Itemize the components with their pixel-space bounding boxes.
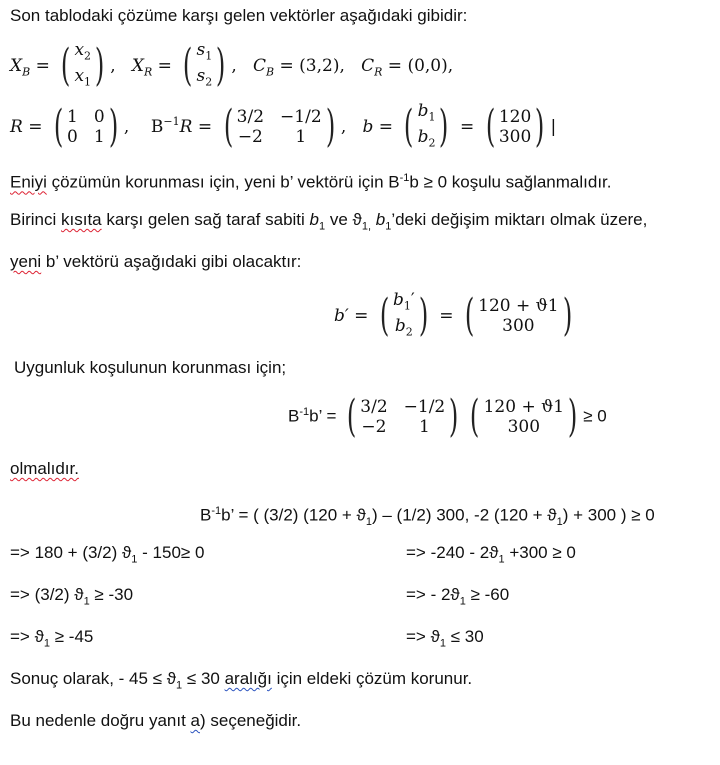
paragraph-2: Birinci kısıta karşı gelen sağ taraf sabiti $b_1$ ve $ϑ_{1,}$ $b_1’deki$ değişim miktarı olmak üzere,: [10, 210, 648, 233]
b-values-vector: ( 120 300 ): [485, 101, 545, 153]
conclusion: Sonuç olarak, - $45 \le ϑ_1 \le 30$ aralığı için eldeki çözüm korunur.: [10, 669, 473, 692]
paragraph-3: yeni b’ vektörü aşağıdaki gibi olacaktır:: [10, 252, 302, 271]
b-prime-values: ( 120 + ϑ1 300 ): [464, 290, 572, 342]
binv-r-matrix: ( 3/2 −2 −1/2 1 ): [223, 101, 335, 153]
right-step-2: => - $2ϑ_1 \ge -60$: [406, 585, 510, 608]
xb-vector: ( $x_2$ $x_1$ ): [61, 40, 105, 92]
vector-definitions-1: $X_B$ = ( $x_2$ $x_1$ ) , $X_R$ = ( $s_1$ $s_2$ ) , $C_B = (3,2)$, $C_R = (0,0)$,: [10, 40, 454, 92]
paragraph-4: Uygunluk koşulunun korunması için;: [14, 358, 287, 377]
left-step-2: => (3/2) $ϑ_1 \ge -30$: [10, 585, 134, 608]
b-prime-vector: ( $b_1'$ $b_2$ ): [379, 290, 429, 342]
equation-b-prime: b′ = ( $b_1'$ $b_2$ ) = ( 120 + ϑ1 300 ): [334, 290, 578, 343]
r-matrix: ( 1 0 0 1 ): [53, 101, 119, 153]
binv-matrix: ( 3/2 −2 −1/2 1 ): [346, 391, 459, 442]
b-prime-column: ( 120 + ϑ1 300 ): [470, 391, 578, 442]
equation-feasibility: $B^{-1}b$’ = ( 3/2 −2 −1/2 1 ) ( 120 + ϑ1 300 ) ≥ 0: [288, 391, 607, 442]
right-step-1: => $-240 - 2ϑ_1 +300 \ge 0$: [406, 543, 576, 566]
left-step-3: => $ϑ_1 \ge -45$: [10, 627, 94, 650]
right-step-3: => $ϑ_1 \le 30$: [406, 627, 484, 650]
b-vector: ( $b_1$ $b_2$ ): [404, 101, 449, 153]
xr-vector: ( $s_1$ $s_2$ ): [183, 40, 226, 92]
left-step-1: => 180 + (3/2) $ϑ_1 - 150\ge 0$: [10, 543, 205, 566]
paragraph-5: olmalıdır.: [10, 459, 79, 478]
intro-text: Son tablodaki çözüme karşı gelen vektörler aşağıdaki gibidir:: [10, 6, 468, 25]
final-answer: Bu nedenle doğru yanıt a) seçeneğidir.: [10, 711, 302, 730]
equation-expanded: $B^{-1}b$’ = ( (3/2) $(120 + ϑ_1) - (1/2)$ 300, -2 $(120 + ϑ_1) + 300$ ) ≥ 0: [200, 505, 655, 529]
vector-definitions-2: R = ( 1 0 0 1 ) , $B^{-1}R$ = ( 3/2 −2 −1/2 1 ) , b = ( $b_1$ $b_2$ ) = ( 120 300 ) |: [10, 101, 557, 153]
paragraph-1: Eniyi çözümün korunması için, yeni b’ vektörü için $B^{-1}b \ge 0$ koşulu sağlanmalıdır.: [10, 172, 612, 192]
